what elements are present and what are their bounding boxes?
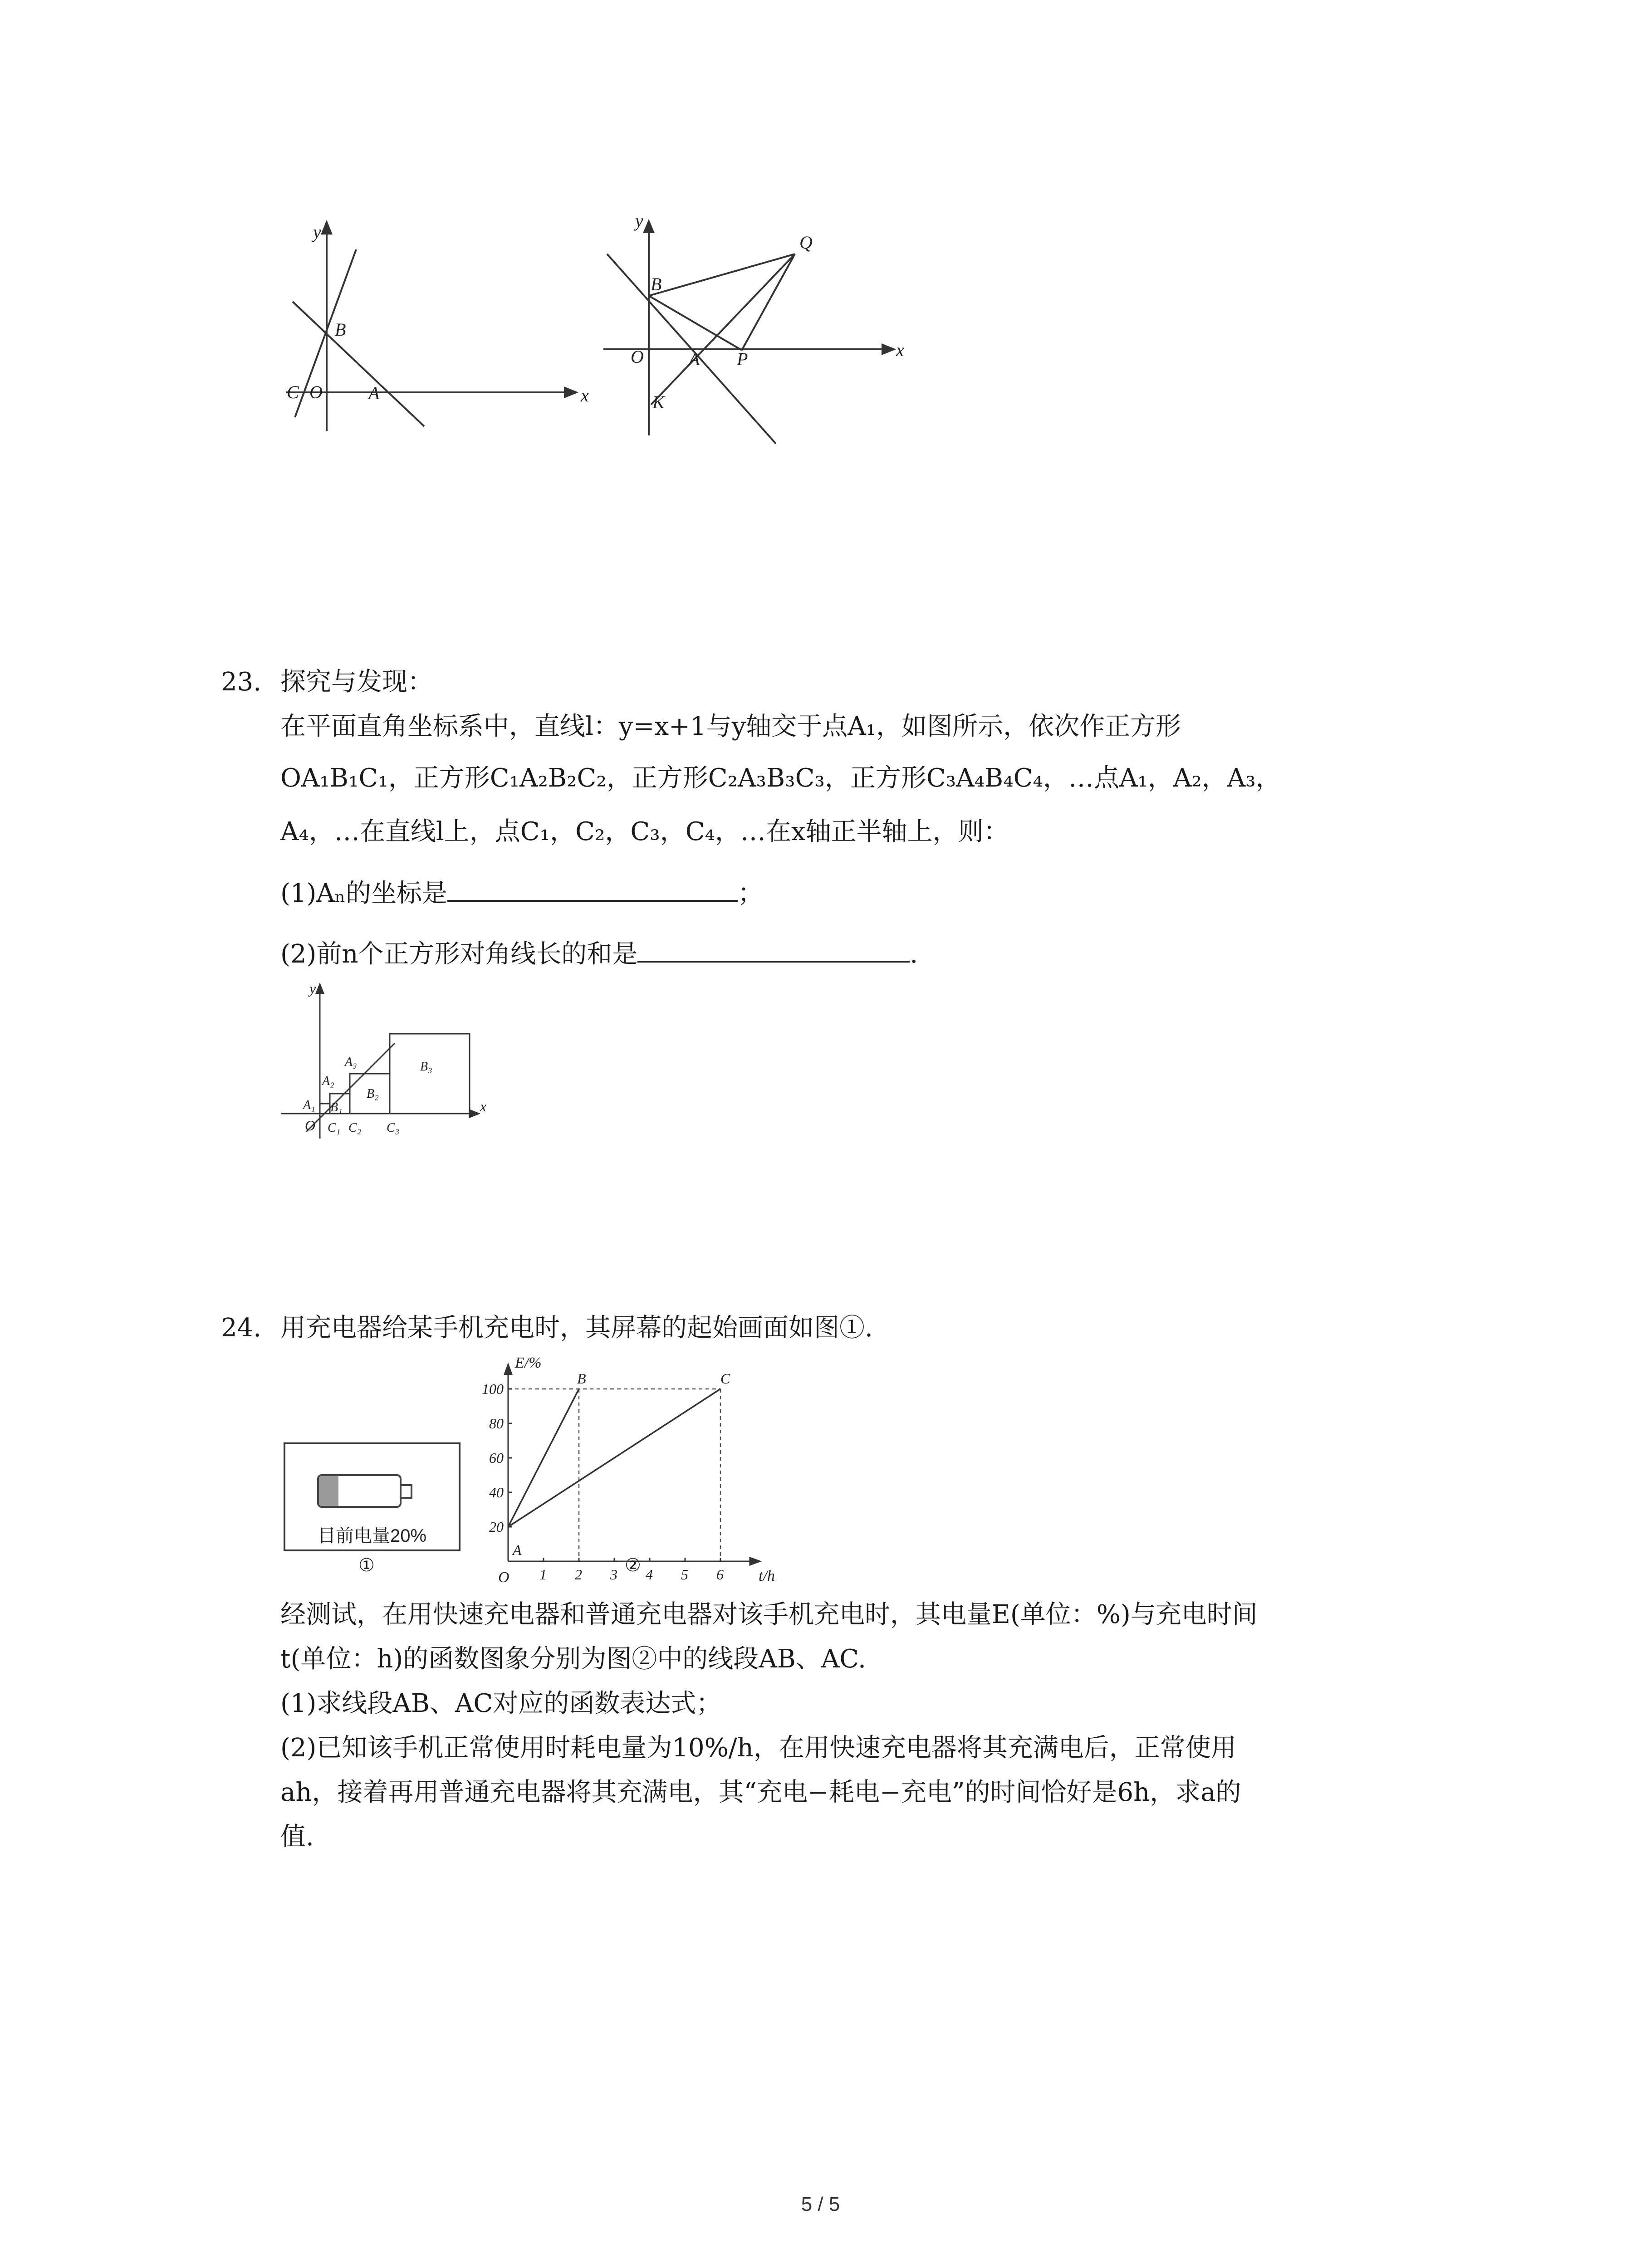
label-c2: C₂ <box>348 1121 362 1135</box>
question-23-line-3: A₄，…在直线l上，点C₁，C₂，C₃，C₄，…在x轴正半轴上，则： <box>280 817 1009 846</box>
question-23-line-2: OA₁B₁C₁，正方形C₁A₂B₂C₂，正方形C₂A₃B₃C₃，正方形C₃A₄B₄C₄，…点A₁，A₂，A₃， <box>280 763 1281 793</box>
battery-status-label: 目前电量20% <box>317 1526 427 1546</box>
series-line-ab <box>508 1389 579 1527</box>
question-24-intro: 用充电器给某手机充电时，其屏幕的起始画面如图①. <box>280 1313 873 1343</box>
label-o: O <box>305 1117 316 1134</box>
line-ab <box>293 302 424 426</box>
label-b: B <box>335 319 346 340</box>
e-axis-arrow <box>505 1364 512 1374</box>
x-tick-label-2: 2 <box>575 1566 582 1583</box>
question-23-part-1 <box>280 878 763 906</box>
label-y: y <box>635 210 643 231</box>
label-c1: C₁ <box>328 1121 341 1135</box>
label-c3: C₃ <box>387 1121 400 1135</box>
question-24-line-1: 经测试，在用快速充电器和普通充电器对该手机充电时，其电量E(单位：%)与充电时间 <box>280 1600 1258 1629</box>
y-axis-arrow <box>322 222 331 234</box>
page-number: 5 / 5 <box>801 2193 840 2215</box>
x-tick-label-4: 4 <box>646 1566 653 1583</box>
part-2-text: (2)前n个正方形对角线长的和是 <box>280 939 638 969</box>
label-x: x <box>896 340 904 360</box>
question-24-part-1: (1)求线段AB、AC对应的函数表达式； <box>280 1689 722 1718</box>
question-24-part-2-b: ah，接着再用普通充电器将其充满电，其“充电−耗电−充电”的时间恰好是6h，求a的 <box>280 1778 1241 1807</box>
y-tick-label-60: 60 <box>489 1450 504 1466</box>
figure-lines-cob <box>268 213 594 449</box>
point-label-b: B <box>577 1370 586 1387</box>
figure-1-caption: ① <box>358 1555 375 1576</box>
point-label-a: A <box>513 1542 522 1558</box>
segment-bq <box>649 254 795 296</box>
part-2-end: . <box>910 939 918 969</box>
label-b1: B₁ <box>330 1100 343 1114</box>
x-tick-label-1: 1 <box>539 1566 547 1583</box>
y-tick-label-20: 20 <box>489 1519 504 1535</box>
part-1-end: ； <box>738 879 763 908</box>
question-23-number: 23. <box>221 667 262 697</box>
square-4 <box>390 1034 470 1114</box>
chart-xlabel: t/h <box>759 1568 775 1584</box>
x-axis-arrow <box>470 1110 479 1117</box>
x-axis-arrow <box>565 388 576 397</box>
y-axis-arrow <box>644 221 653 232</box>
y-tick-label-40: 40 <box>489 1484 504 1501</box>
label-b2: B₂ <box>367 1087 379 1101</box>
label-b3: B₃ <box>420 1060 432 1074</box>
label-o: O <box>309 382 323 402</box>
series-line-ac <box>508 1389 720 1527</box>
label-a: A <box>368 383 380 403</box>
question-23-part-2 <box>280 939 918 967</box>
label-a2: A₂ <box>322 1074 334 1088</box>
label-o: O <box>631 347 644 367</box>
question-24-part-2-c: 值. <box>280 1822 314 1852</box>
label-q: Q <box>799 232 813 253</box>
part-1-text: (1)Aₙ的坐标是 <box>280 879 447 908</box>
question-24-part-2-a: (2)已知该手机正常使用时耗电量为10%/h，在用快速充电器将其充满电后，正常使用 <box>280 1733 1236 1763</box>
x-tick-label-6: 6 <box>716 1566 724 1583</box>
question-23-line-1: 在平面直角坐标系中，直线l：y=x+1与y轴交于点A₁，如图所示，依次作正方形 <box>280 712 1181 741</box>
point-label-c: C <box>720 1370 730 1387</box>
line-kq <box>651 254 795 405</box>
answer-blank-2 <box>637 939 910 963</box>
answer-blank-1 <box>447 878 738 902</box>
figure-triangle-bqp <box>594 209 921 454</box>
question-24-line-2: t(单位：h)的函数图象分别为图②中的线段AB、AC. <box>280 1644 866 1674</box>
chart-origin: O <box>498 1569 509 1586</box>
y-tick-label-80: 80 <box>489 1415 504 1432</box>
label-k: K <box>652 392 665 412</box>
x-tick-label-5: 5 <box>681 1566 688 1583</box>
x-axis-arrow <box>882 345 894 354</box>
label-x: x <box>581 385 589 406</box>
x-tick-label-3: 3 <box>610 1566 617 1583</box>
battery-icon <box>317 1474 402 1508</box>
t-axis-arrow <box>750 1558 760 1565</box>
label-y: y <box>309 980 316 997</box>
square-1 <box>320 1104 330 1114</box>
question-24-number: 24. <box>221 1313 262 1343</box>
label-x: x <box>480 1098 487 1114</box>
y-tick-label-100: 100 <box>482 1381 504 1397</box>
label-b: B <box>651 274 662 294</box>
chart-ylabel: E/% <box>515 1354 542 1371</box>
label-a1: A₁ <box>303 1098 315 1112</box>
figure-squares <box>272 975 490 1148</box>
figure-2-caption: ② <box>625 1555 641 1576</box>
label-a3: A₃ <box>345 1055 357 1069</box>
figure-1-phone-screen <box>284 1442 460 1551</box>
y-axis-arrow <box>316 984 323 993</box>
label-a: A <box>689 349 700 369</box>
battery-tip <box>402 1484 412 1499</box>
label-y: y <box>313 222 321 242</box>
label-c: C <box>287 382 299 402</box>
battery-level <box>319 1476 338 1506</box>
question-23-title: 探究与发现： <box>280 667 433 697</box>
label-p: P <box>737 349 748 369</box>
